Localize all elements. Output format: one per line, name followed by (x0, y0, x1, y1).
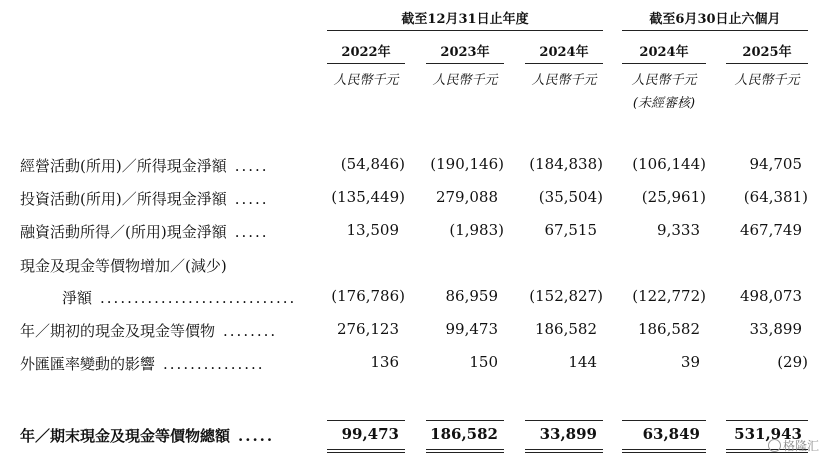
row-label (62, 287, 296, 308)
cell-value: 186,582 (534, 320, 597, 338)
cell-value: 33,899 (749, 320, 802, 338)
row-label (20, 320, 277, 341)
leader-dots: ............... (163, 355, 265, 373)
leader-dots: ..... (234, 190, 269, 208)
column-year-header: 2024年 (539, 45, 589, 60)
cell-value: 67,515 (544, 221, 597, 239)
column-unit: 人民幣千元 (531, 73, 597, 88)
header-group-half: 截至6月30日止六個月 (649, 12, 781, 27)
watermark-logo-icon (768, 439, 781, 452)
row-label-text: 淨額 (62, 289, 93, 307)
total-top-rule (525, 420, 603, 421)
total-double-rule (622, 449, 706, 453)
total-value: 186,582 (430, 425, 498, 443)
cell-value: 467,749 (739, 221, 802, 239)
column-year-rule (726, 63, 808, 64)
total-top-rule (726, 420, 808, 421)
total-value: 531,943 (734, 425, 802, 443)
row-label (20, 155, 269, 176)
cell-value: (54,846) (340, 155, 405, 173)
row-label-text: 年／期末現金及現金等價物總額 (20, 427, 231, 445)
column-unit: 人民幣千元 (432, 73, 498, 88)
cell-value: (25,961) (641, 188, 706, 206)
cell-value: (176,786) (331, 287, 405, 305)
leader-dots: ........ (223, 322, 278, 340)
column-year-header: 2023年 (440, 45, 490, 60)
row-label-text: 經營活動(所用)／所得現金淨額 (20, 157, 227, 175)
watermark: 格隆汇 (768, 437, 819, 454)
column-year-header: 2025年 (742, 45, 792, 60)
cell-value: (1,983) (449, 221, 504, 239)
column-year-rule (525, 63, 603, 64)
cell-value: 144 (568, 353, 597, 371)
cell-value: 150 (469, 353, 498, 371)
cell-value: (64,381) (743, 188, 808, 206)
row-label (20, 353, 265, 374)
column-unit: 人民幣千元 (734, 73, 800, 88)
total-double-rule (426, 449, 504, 453)
cell-value: 279,088 (435, 188, 498, 206)
total-value: 33,899 (539, 425, 597, 443)
cell-value: (152,827) (529, 287, 603, 305)
total-label (20, 425, 274, 446)
row-label-text: 外匯匯率變動的影響 (20, 355, 156, 373)
column-year-rule (622, 63, 706, 64)
cell-value: 13,509 (346, 221, 399, 239)
row-label-text: 現金及現金等價物增加／(減少) (20, 257, 227, 275)
cell-value: 39 (680, 353, 700, 371)
total-top-rule (622, 420, 706, 421)
header-group-year-rule (327, 30, 603, 31)
cell-value: 99,473 (445, 320, 498, 338)
column-year-rule (426, 63, 504, 64)
cell-value: 94,705 (749, 155, 802, 173)
leader-dots: ..... (238, 427, 275, 445)
column-unit: 人民幣千元 (333, 73, 399, 88)
header-group-half-rule (622, 30, 808, 31)
leader-dots: ..... (234, 157, 269, 175)
cell-value: 9,333 (657, 221, 700, 239)
header-group-year: 截至12月31日止年度 (401, 12, 529, 27)
row-label (20, 188, 269, 209)
cell-value: 86,959 (445, 287, 498, 305)
leader-dots: ............................. (100, 289, 297, 307)
total-value: 63,849 (642, 425, 700, 443)
cell-value: (135,449) (331, 188, 405, 206)
cell-value: 498,073 (739, 287, 802, 305)
cell-value: 186,582 (637, 320, 700, 338)
row-label (20, 255, 227, 276)
row-label-text: 年／期初的現金及現金等價物 (20, 322, 216, 340)
total-value: 99,473 (341, 425, 399, 443)
cell-value: 136 (370, 353, 399, 371)
row-label-text: 融資活動所得／(所用)現金淨額 (20, 223, 227, 241)
cell-value: (190,146) (430, 155, 504, 173)
cell-value: (122,772) (632, 287, 706, 305)
column-year-header: 2022年 (341, 45, 391, 60)
total-top-rule (426, 420, 504, 421)
cell-value: 276,123 (336, 320, 399, 338)
column-unit: 人民幣千元 (631, 73, 697, 88)
column-year-header: 2024年 (639, 45, 689, 60)
total-top-rule (327, 420, 405, 421)
cell-value: (35,504) (538, 188, 603, 206)
column-year-rule (327, 63, 405, 64)
cell-value: (106,144) (632, 155, 706, 173)
cell-value: (184,838) (529, 155, 603, 173)
row-label (20, 221, 269, 242)
total-double-rule (327, 449, 405, 453)
total-double-rule (525, 449, 603, 453)
cell-value: (29) (777, 353, 808, 371)
column-note: (未經審核) (632, 96, 696, 111)
leader-dots: ..... (234, 223, 269, 241)
row-label-text: 投資活動(所用)／所得現金淨額 (20, 190, 227, 208)
